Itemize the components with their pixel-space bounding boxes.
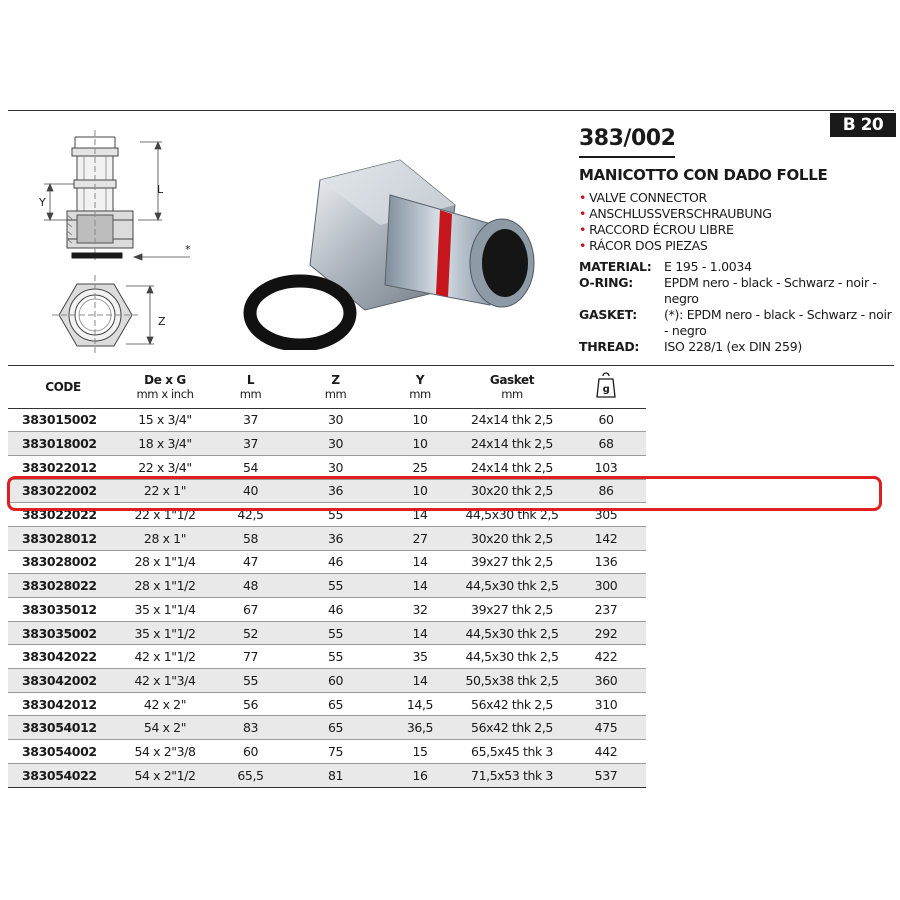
- cell-z: 36: [289, 526, 382, 550]
- cell-dexg: 15 x 3/4": [118, 408, 212, 432]
- cell-y: 25: [382, 455, 458, 479]
- cell-z: 46: [289, 598, 382, 622]
- cell-weight: 360: [566, 669, 646, 693]
- spec-label: MATERIAL:: [579, 259, 652, 274]
- header-z-label: Z: [331, 372, 340, 387]
- cell-z: 55: [289, 645, 382, 669]
- table-row: [8, 716, 646, 740]
- cell-y: 10: [382, 408, 458, 432]
- cell-dexg: 28 x 1"1/2: [118, 574, 212, 598]
- spec-value: EPDM nero - black - Schwarz - noir - negro: [664, 275, 877, 306]
- bullet-icon: •: [579, 206, 587, 221]
- cell-weight: 537: [566, 763, 646, 787]
- cell-dexg: 22 x 1"1/2: [118, 503, 212, 527]
- page-badge: B 20 21: [830, 113, 896, 137]
- cell-l: 52: [212, 621, 289, 645]
- cell-y: 14: [382, 669, 458, 693]
- header-gasket-label: Gasket: [489, 372, 535, 387]
- table-row: [8, 479, 646, 503]
- translation-item: [579, 238, 772, 254]
- technical-drawing: [30, 120, 200, 355]
- cell-gasket: 50,5x38 thk 2,5: [458, 669, 566, 693]
- spec-row-oring: [579, 275, 894, 307]
- header-z: [289, 366, 382, 408]
- spec-value: ISO 228/1 (ex DIN 259): [664, 339, 802, 354]
- cell-dexg: 54 x 2"1/2: [118, 763, 212, 787]
- cell-l: 54: [212, 455, 289, 479]
- title-underline: [579, 156, 675, 158]
- cell-code: 383028012: [8, 526, 118, 550]
- cell-gasket: 24x14 thk 2,5: [458, 432, 566, 456]
- spec-value: (*): EPDM nero - black - Schwarz - noir - negro: [664, 307, 892, 338]
- cell-y: 32: [382, 598, 458, 622]
- translation-text: RÁCOR DOS PIEZAS: [589, 238, 708, 253]
- header-dexg: [118, 366, 212, 408]
- cell-gasket: 24x14 thk 2,5: [458, 408, 566, 432]
- cell-l: 48: [212, 574, 289, 598]
- cell-weight: 86: [566, 479, 646, 503]
- cell-z: 81: [289, 763, 382, 787]
- translation-text: RACCORD ÉCROU LIBRE: [589, 222, 734, 237]
- cell-gasket: 44,5x30 thk 2,5: [458, 574, 566, 598]
- cell-y: 35: [382, 645, 458, 669]
- cell-gasket: 44,5x30 thk 2,5: [458, 621, 566, 645]
- cell-code: 383054012: [8, 716, 118, 740]
- product-title: 383/002: [579, 126, 676, 151]
- cell-dexg: 22 x 3/4": [118, 455, 212, 479]
- cell-weight: 300: [566, 574, 646, 598]
- cell-y: 16: [382, 763, 458, 787]
- table-row: [8, 526, 646, 550]
- cell-z: 30: [289, 432, 382, 456]
- cell-dexg: 42 x 1"1/2: [118, 645, 212, 669]
- translation-list: [579, 190, 772, 254]
- cell-l: 37: [212, 432, 289, 456]
- spec-row-material: [579, 259, 894, 275]
- cell-y: 36,5: [382, 716, 458, 740]
- weight-icon: [595, 371, 617, 399]
- cell-code: 383022022: [8, 503, 118, 527]
- bullet-icon: •: [579, 222, 587, 237]
- translation-item: [579, 206, 772, 222]
- header-gasket-unit: mm: [501, 386, 523, 401]
- cell-y: 14: [382, 621, 458, 645]
- cell-z: 75: [289, 740, 382, 764]
- cell-dexg: 54 x 2"3/8: [118, 740, 212, 764]
- table-row: [8, 574, 646, 598]
- header-dexg-unit: mm x inch: [136, 386, 194, 401]
- spec-label: O-RING:: [579, 275, 633, 290]
- header-l-label: L: [246, 372, 255, 387]
- product-subtitle: MANICOTTO CON DADO FOLLE: [579, 166, 828, 184]
- cell-y: 14,5: [382, 692, 458, 716]
- cell-code: 383022002: [8, 479, 118, 503]
- cell-dexg: 28 x 1": [118, 526, 212, 550]
- cell-code: 383028022: [8, 574, 118, 598]
- fitting-drawing-svg: [30, 120, 200, 355]
- header-l: [212, 366, 289, 408]
- cell-z: 60: [289, 669, 382, 693]
- cell-code: 383022012: [8, 455, 118, 479]
- translation-item: [579, 190, 772, 206]
- cell-dexg: 54 x 2": [118, 716, 212, 740]
- product-photo: [240, 145, 560, 350]
- cell-gasket: 65,5x45 thk 3: [458, 740, 566, 764]
- table-row: [8, 740, 646, 764]
- cell-z: 55: [289, 574, 382, 598]
- cell-gasket: 56x42 thk 2,5: [458, 692, 566, 716]
- header-code-label: CODE: [45, 379, 81, 394]
- header-l-unit: mm: [239, 386, 262, 401]
- cell-weight: 142: [566, 526, 646, 550]
- cell-l: 77: [212, 645, 289, 669]
- cell-dexg: 28 x 1"1/4: [118, 550, 212, 574]
- header-code: [8, 366, 118, 408]
- cell-dexg: 35 x 1"1/2: [118, 621, 212, 645]
- spec-row-thread: [579, 339, 894, 355]
- table-row: [8, 455, 646, 479]
- cell-y: 14: [382, 574, 458, 598]
- header-weight: [566, 366, 646, 408]
- translation-text: VALVE CONNECTOR: [589, 190, 707, 205]
- cell-z: 30: [289, 408, 382, 432]
- cell-code: 383015002: [8, 408, 118, 432]
- header-z-unit: mm: [324, 386, 347, 401]
- cell-y: 10: [382, 479, 458, 503]
- cell-l: 60: [212, 740, 289, 764]
- bullet-icon: •: [579, 238, 587, 253]
- header-y: [382, 366, 458, 408]
- cell-weight: 60: [566, 408, 646, 432]
- cell-y: 14: [382, 503, 458, 527]
- cell-l: 65,5: [212, 763, 289, 787]
- cell-weight: 68: [566, 432, 646, 456]
- table-row: [8, 432, 646, 456]
- table-row: [8, 645, 646, 669]
- table-header-row: [8, 366, 646, 408]
- spec-value: E 195 - 1.0034: [664, 259, 752, 274]
- cell-dexg: 35 x 1"1/4: [118, 598, 212, 622]
- weight-unit: g: [602, 384, 610, 396]
- spec-label: GASKET:: [579, 307, 637, 322]
- spec-row-gasket: [579, 307, 894, 339]
- translation-item: [579, 222, 772, 238]
- cell-weight: 237: [566, 598, 646, 622]
- table-row: [8, 763, 646, 787]
- product-photo-svg: [240, 145, 560, 350]
- cell-code: 383018002: [8, 432, 118, 456]
- header-y-label: Y: [415, 372, 425, 387]
- cell-dexg: 22 x 1": [118, 479, 212, 503]
- table-row: [8, 598, 646, 622]
- cell-code: 383054002: [8, 740, 118, 764]
- cell-code: 383042022: [8, 645, 118, 669]
- product-table: [8, 366, 646, 788]
- cell-z: 65: [289, 692, 382, 716]
- cell-z: 36: [289, 479, 382, 503]
- bullet-icon: •: [579, 190, 587, 205]
- cell-gasket: 24x14 thk 2,5: [458, 455, 566, 479]
- header-gasket: [458, 366, 566, 408]
- cell-gasket: 39x27 thk 2,5: [458, 598, 566, 622]
- cell-code: 383028002: [8, 550, 118, 574]
- cell-y: 10: [382, 432, 458, 456]
- cell-z: 55: [289, 503, 382, 527]
- dim-label-L: L: [157, 183, 164, 196]
- cell-dexg: 42 x 1"3/4: [118, 669, 212, 693]
- cell-z: 30: [289, 455, 382, 479]
- table-row: [8, 621, 646, 645]
- top-rule: [8, 110, 894, 111]
- cell-gasket: 44,5x30 thk 2,5: [458, 645, 566, 669]
- cell-l: 58: [212, 526, 289, 550]
- cell-weight: 475: [566, 716, 646, 740]
- header-dexg-label: De x G: [144, 372, 186, 387]
- cell-y: 27: [382, 526, 458, 550]
- cell-gasket: 71,5x53 thk 3: [458, 763, 566, 787]
- cell-weight: 292: [566, 621, 646, 645]
- cell-code: 383054022: [8, 763, 118, 787]
- cell-code: 383035012: [8, 598, 118, 622]
- cell-l: 47: [212, 550, 289, 574]
- cell-gasket: 30x20 thk 2,5: [458, 479, 566, 503]
- table-row: [8, 503, 646, 527]
- cell-code: 383042012: [8, 692, 118, 716]
- cell-l: 56: [212, 692, 289, 716]
- cell-l: 67: [212, 598, 289, 622]
- gasket-mark: *: [185, 243, 191, 256]
- cell-gasket: 44,5x30 thk 2,5: [458, 503, 566, 527]
- cell-dexg: 42 x 2": [118, 692, 212, 716]
- table-body: [8, 408, 646, 787]
- header-y-unit: mm: [409, 386, 431, 401]
- dim-label-Y: Y: [39, 196, 46, 209]
- translation-text: ANSCHLUSSVERSCHRAUBUNG: [589, 206, 772, 221]
- table-row: [8, 669, 646, 693]
- cell-weight: 305: [566, 503, 646, 527]
- cell-gasket: 56x42 thk 2,5: [458, 716, 566, 740]
- cell-z: 65: [289, 716, 382, 740]
- cell-l: 40: [212, 479, 289, 503]
- table-row: [8, 408, 646, 432]
- dim-label-Z: Z: [158, 315, 166, 328]
- cell-l: 83: [212, 716, 289, 740]
- cell-gasket: 39x27 thk 2,5: [458, 550, 566, 574]
- cell-code: 383035002: [8, 621, 118, 645]
- cell-weight: 310: [566, 692, 646, 716]
- cell-dexg: 18 x 3/4": [118, 432, 212, 456]
- cell-y: 14: [382, 550, 458, 574]
- table-row: [8, 692, 646, 716]
- spec-label: THREAD:: [579, 339, 640, 354]
- cell-code: 383042002: [8, 669, 118, 693]
- cell-weight: 136: [566, 550, 646, 574]
- cell-z: 46: [289, 550, 382, 574]
- cell-weight: 103: [566, 455, 646, 479]
- table-row: [8, 550, 646, 574]
- cell-l: 37: [212, 408, 289, 432]
- cell-y: 15: [382, 740, 458, 764]
- cell-l: 42,5: [212, 503, 289, 527]
- cell-z: 55: [289, 621, 382, 645]
- cell-gasket: 30x20 thk 2,5: [458, 526, 566, 550]
- spec-list: [579, 259, 894, 355]
- cell-weight: 442: [566, 740, 646, 764]
- cell-weight: 422: [566, 645, 646, 669]
- cell-l: 55: [212, 669, 289, 693]
